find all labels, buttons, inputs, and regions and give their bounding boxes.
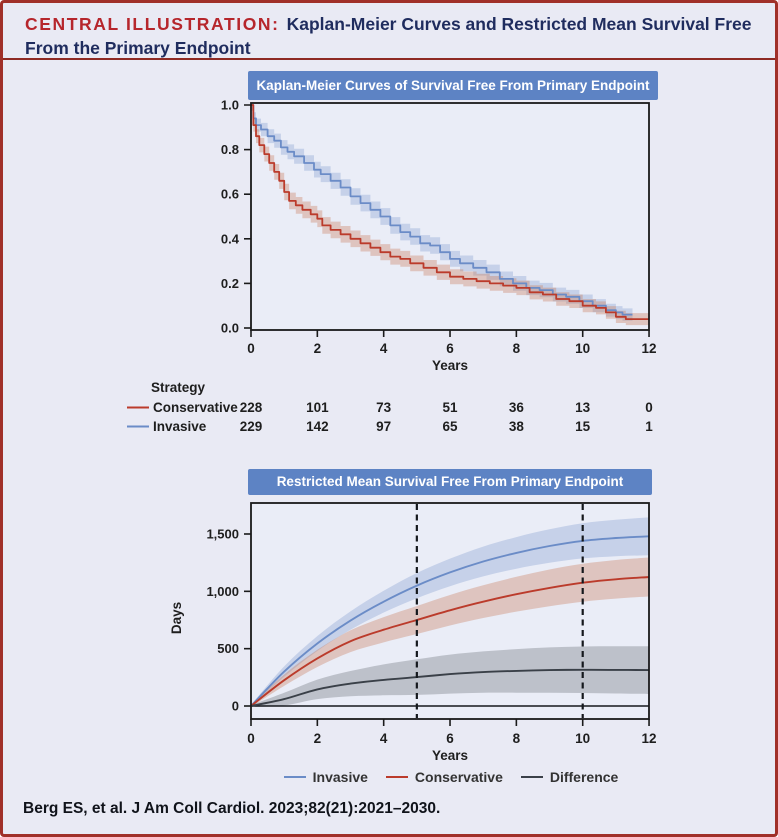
y-tick-label: 1.0 — [220, 97, 239, 113]
x-tick-label: 6 — [446, 731, 454, 746]
header-divider — [3, 58, 775, 60]
rmst-chart-titlebar: Restricted Mean Survival Free From Primary Endpoint — [248, 469, 652, 495]
risk-count: 142 — [306, 419, 329, 434]
x-tick-label: 12 — [641, 341, 657, 356]
rmst-chart — [103, 463, 673, 768]
x-tick-label: 4 — [379, 731, 388, 746]
x-tick-label: 0 — [247, 731, 255, 746]
x-tick-label: 12 — [641, 731, 657, 746]
x-tick-label: 8 — [512, 341, 521, 356]
x-tick-label: 8 — [512, 731, 521, 746]
legend-item-invasive — [284, 769, 368, 785]
risk-count: 0 — [645, 400, 653, 415]
km-chart-titlebar: Kaplan-Meier Curves of Survival Free From Primary Endpoint — [248, 71, 658, 100]
x-tick-label: 2 — [313, 731, 322, 746]
risk-table-header: Strategy — [151, 380, 206, 395]
legend-swatch-invasive — [284, 776, 306, 778]
x-axis-label: Years — [431, 748, 469, 763]
risk-count: 73 — [376, 400, 392, 415]
y-tick-label: 0 — [231, 698, 239, 714]
legend-label: Difference — [549, 769, 619, 785]
y-tick-label: 0.0 — [220, 320, 239, 336]
legend-swatch-difference — [521, 776, 543, 778]
risk-row-label: Invasive — [153, 419, 207, 434]
y-tick-label: 0.6 — [220, 186, 239, 202]
x-tick-label: 0 — [247, 341, 255, 356]
y-tick-label: 0.8 — [220, 142, 239, 158]
figure-title: Kaplan-Meier Curves and Restricted Mean Survival Free From the Primary Endpoint — [25, 14, 752, 59]
y-tick-label: 0.2 — [220, 275, 239, 291]
risk-count: 97 — [376, 419, 392, 434]
risk-count: 229 — [239, 419, 263, 434]
risk-count: 36 — [508, 400, 524, 415]
risk-count: 38 — [508, 419, 524, 434]
citation: Berg ES, et al. J Am Coll Cardiol. 2023;82(21):2021–2030. — [23, 800, 441, 817]
km-chart — [103, 65, 673, 445]
legend-label: Conservative — [414, 769, 503, 785]
risk-count: 51 — [442, 400, 458, 415]
risk-count: 228 — [239, 400, 263, 415]
legend-item-difference — [521, 769, 618, 785]
risk-count: 13 — [575, 400, 591, 415]
legend-label: Invasive — [312, 769, 368, 785]
legend-item-conservative — [386, 769, 503, 785]
x-tick-label: 2 — [313, 341, 322, 356]
risk-count: 101 — [306, 400, 329, 415]
y-tick-label: 500 — [217, 641, 239, 657]
figure-header — [25, 12, 755, 60]
y-tick-label: 1,000 — [206, 583, 239, 599]
x-tick-label: 6 — [446, 341, 454, 356]
risk-count: 15 — [575, 419, 591, 434]
x-tick-label: 10 — [575, 731, 591, 746]
y-axis-label: Days — [169, 601, 184, 635]
risk-count: 65 — [442, 419, 458, 434]
x-tick-label: 10 — [575, 341, 591, 356]
y-tick-label: 0.4 — [220, 231, 239, 247]
x-tick-label: 4 — [379, 341, 388, 356]
x-axis-label: Years — [431, 358, 469, 373]
risk-count: 1 — [645, 419, 653, 434]
legend-swatch-conservative — [386, 776, 408, 778]
y-tick-label: 1,500 — [206, 526, 239, 542]
risk-row-label: Conservative — [153, 400, 238, 415]
central-illustration-label: CENTRAL ILLUSTRATION: — [25, 14, 280, 34]
rmst-legend — [231, 767, 671, 787]
